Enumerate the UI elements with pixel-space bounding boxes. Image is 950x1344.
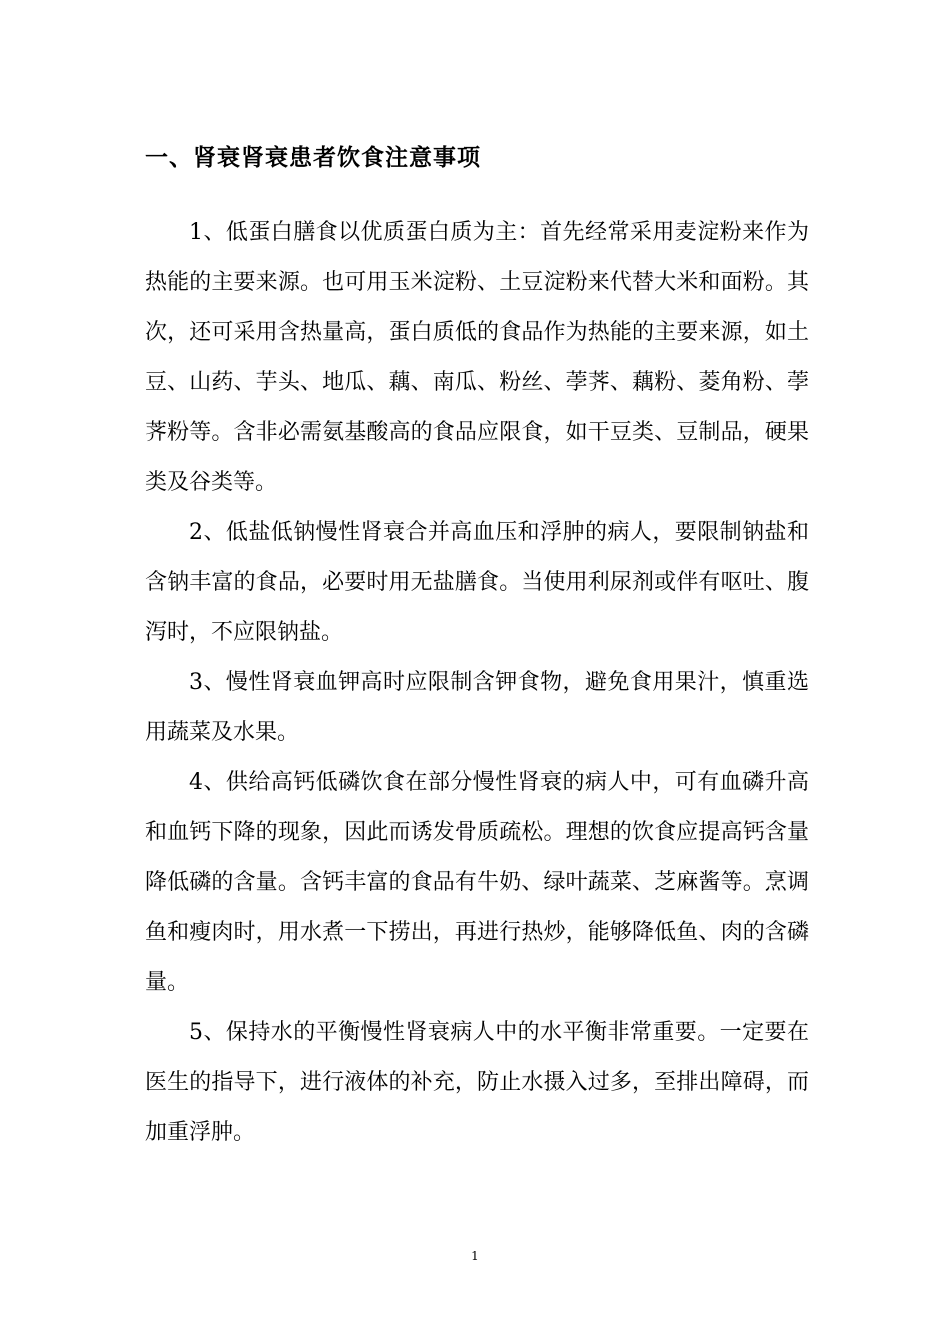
paragraph-potassium: 3、慢性肾衰血钾高时应限制含钾食物，避免食用果汁，慎重选用蔬菜及水果。 — [145, 670, 809, 745]
paragraph-calcium-phosphorus: 4、供给高钙低磷饮食在部分慢性肾衰的病人中，可有血磷升高和血钙下降的现象，因此而诱发骨质疏松。理想的饮食应提高钙含量降低磷的含量。含钙丰富的食品有牛奶、绿叶蔬菜、芝麻酱等。烹调鱼和瘦肉时，用水煮一下捞出，再进行热炒，能够降低鱼、肉的含磷量。 — [145, 770, 809, 995]
paragraph-water-balance: 5、保持水的平衡慢性肾衰病人中的水平衡非常重要。一定要在医生的指导下，进行液体的补充，防止水摄入过多，至排出障碍，而加重浮肿。 — [145, 1020, 809, 1145]
paragraph-low-protein: 1、低蛋白膳食以优质蛋白质为主：首先经常采用麦淀粉来作为热能的主要来源。也可用玉米淀粉、土豆淀粉来代替大米和面粉。其次，还可采用含热量高，蛋白质低的食品作为热能的主要来源，如土豆、山药、芋头、地瓜、藕、南瓜、粉丝、荸荠、藕粉、菱角粉、荸荠粉等。含非必需氨基酸高的食品应限食，如干豆类、豆制品，硬果类及谷类等。 — [145, 220, 809, 495]
section-heading: 一、肾衰肾衰患者饮食注意事项 — [145, 145, 481, 171]
paragraph-low-salt: 2、低盐低钠慢性肾衰合并高血压和浮肿的病人，要限制钠盐和含钠丰富的食品，必要时用无盐膳食。当使用利尿剂或伴有呕吐、腹泻时，不应限钠盐。 — [145, 520, 809, 645]
page-number: 1 — [471, 1249, 479, 1263]
document-body — [145, 208, 809, 1158]
